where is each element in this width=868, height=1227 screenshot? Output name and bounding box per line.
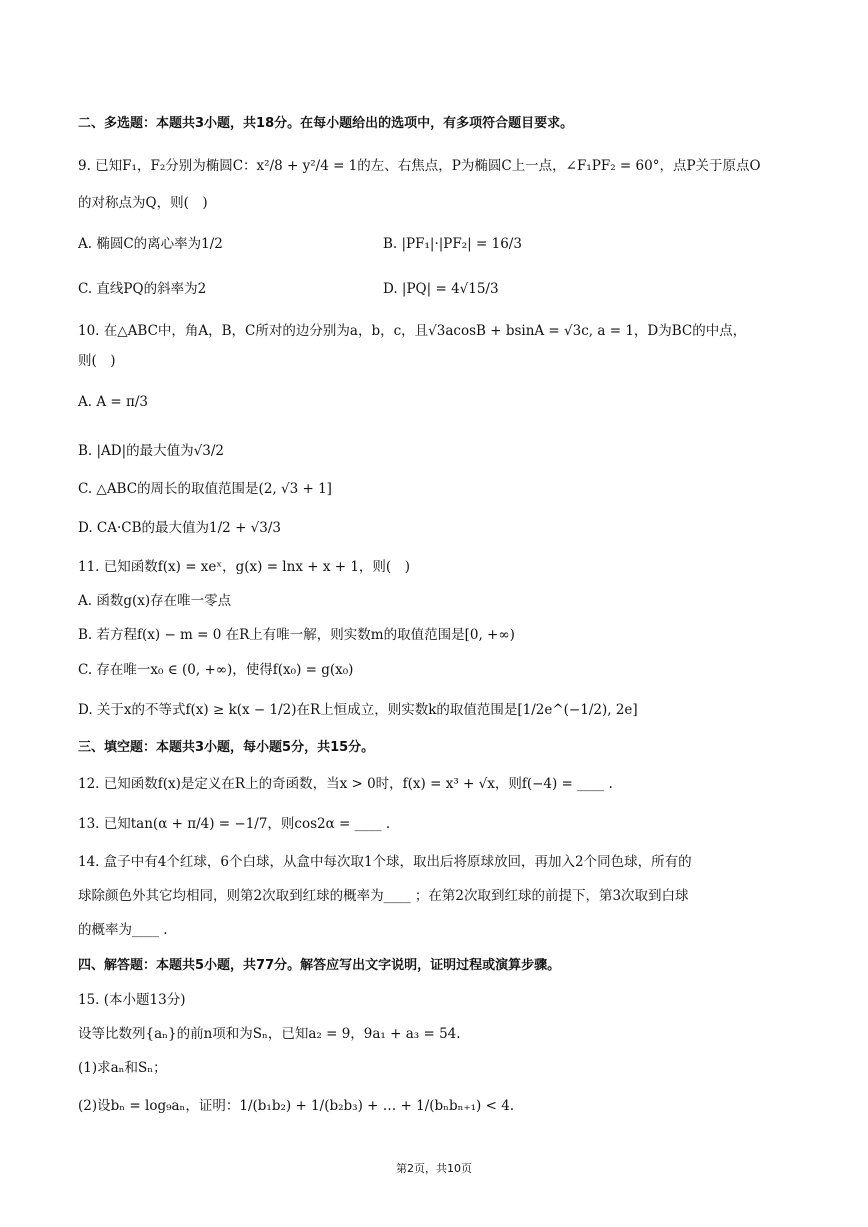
- page-footer: 第2页，共10页: [396, 1162, 472, 1175]
- q9-stem-line1: 9. 已知F₁，F₂分别为椭圆C：x²/8 + y²/4 = 1的左、右焦点，P为椭圆C上一点，∠F₁PF₂ = 60°，点P关于原点O: [78, 158, 761, 174]
- q10-option-b: B. |AD|的最大值为√3/2: [78, 443, 225, 459]
- q9-option-c: C. 直线PQ的斜率为2: [78, 281, 207, 297]
- q10-option-d: D. CA·CB的最大值为1/2 + √3/3: [78, 520, 281, 536]
- q14-line2: 球除颜色外其它均相同，则第2次取到红球的概率为____ ；在第2次取到红球的前提下，第3次取到白球: [78, 888, 689, 904]
- q15-part2: (2)设bₙ = log₉aₙ，证明：1/(b₁b₂) + 1/(b₂b₃) + … + 1/(bₙbₙ₊₁) < 4.: [78, 1098, 515, 1114]
- section-multiple-choice-heading: 二、多选题：本题共3小题，共18分。在每小题给出的选项中，有多项符合题目要求。: [78, 116, 574, 131]
- q10-stem-line2: 则( ): [78, 353, 116, 369]
- q12: 12. 已知函数f(x)是定义在R上的奇函数，当x > 0时，f(x) = x³ + √x，则f(−4) = ____ .: [78, 776, 613, 792]
- q15-title: 15. (本小题13分): [78, 992, 186, 1008]
- q15-part1: (1)求aₙ和Sₙ；: [78, 1060, 167, 1076]
- q9-stem-line2: 的对称点为Q，则( ): [78, 195, 208, 211]
- q10-option-a: A. A = π/3: [78, 394, 148, 410]
- q11-option-a: A. 函数g(x)存在唯一零点: [78, 593, 232, 609]
- q9-option-a: A. 椭圆C的离心率为1/2: [78, 236, 223, 252]
- section-fill-in-heading: 三、填空题：本题共3小题，每小题5分，共15分。: [78, 740, 375, 755]
- q10-stem-line1: 10. 在△ABC中，角A，B，C所对的边分别为a，b，c，且√3acosB + bsinA = √3c, a = 1，D为BC的中点，: [78, 323, 747, 339]
- q13: 13. 已知tan(α + π/4) = −1/7，则cos2α = ____ .: [78, 816, 391, 832]
- q14-line3: 的概率为____ .: [78, 922, 168, 938]
- q9-option-d: D. |PQ| = 4√15/3: [383, 281, 499, 297]
- q11-stem: 11. 已知函数f(x) = xeˣ，g(x) = lnx + x + 1，则( ): [78, 559, 410, 575]
- q11-option-b: B. 若方程f(x) − m = 0 在R上有唯一解，则实数m的取值范围是[0, +∞): [78, 627, 515, 643]
- q14-line1: 14. 盒子中有4个红球，6个白球，从盒中每次取1个球，取出后将原球放回，再加入2个同色球，所有的: [78, 854, 692, 870]
- q10-option-c: C. △ABC的周长的取值范围是(2, √3 + 1]: [78, 481, 332, 497]
- q15-statement: 设等比数列{aₙ}的前n项和为Sₙ，已知a₂ = 9，9a₁ + a₃ = 54.: [78, 1026, 461, 1042]
- q9-option-b: B. |PF₁|·|PF₂| = 16/3: [383, 236, 522, 252]
- section-free-response-heading: 四、解答题：本题共5小题，共77分。解答应写出文字说明，证明过程或演算步骤。: [78, 958, 561, 973]
- q11-option-c: C. 存在唯一x₀ ∈ (0, +∞)，使得f(x₀) = g(x₀): [78, 662, 354, 678]
- q11-option-d: D. 关于x的不等式f(x) ≥ k(x − 1/2)在R上恒成立，则实数k的取值范围是[1/2e^(−1/2), 2e]: [78, 702, 638, 718]
